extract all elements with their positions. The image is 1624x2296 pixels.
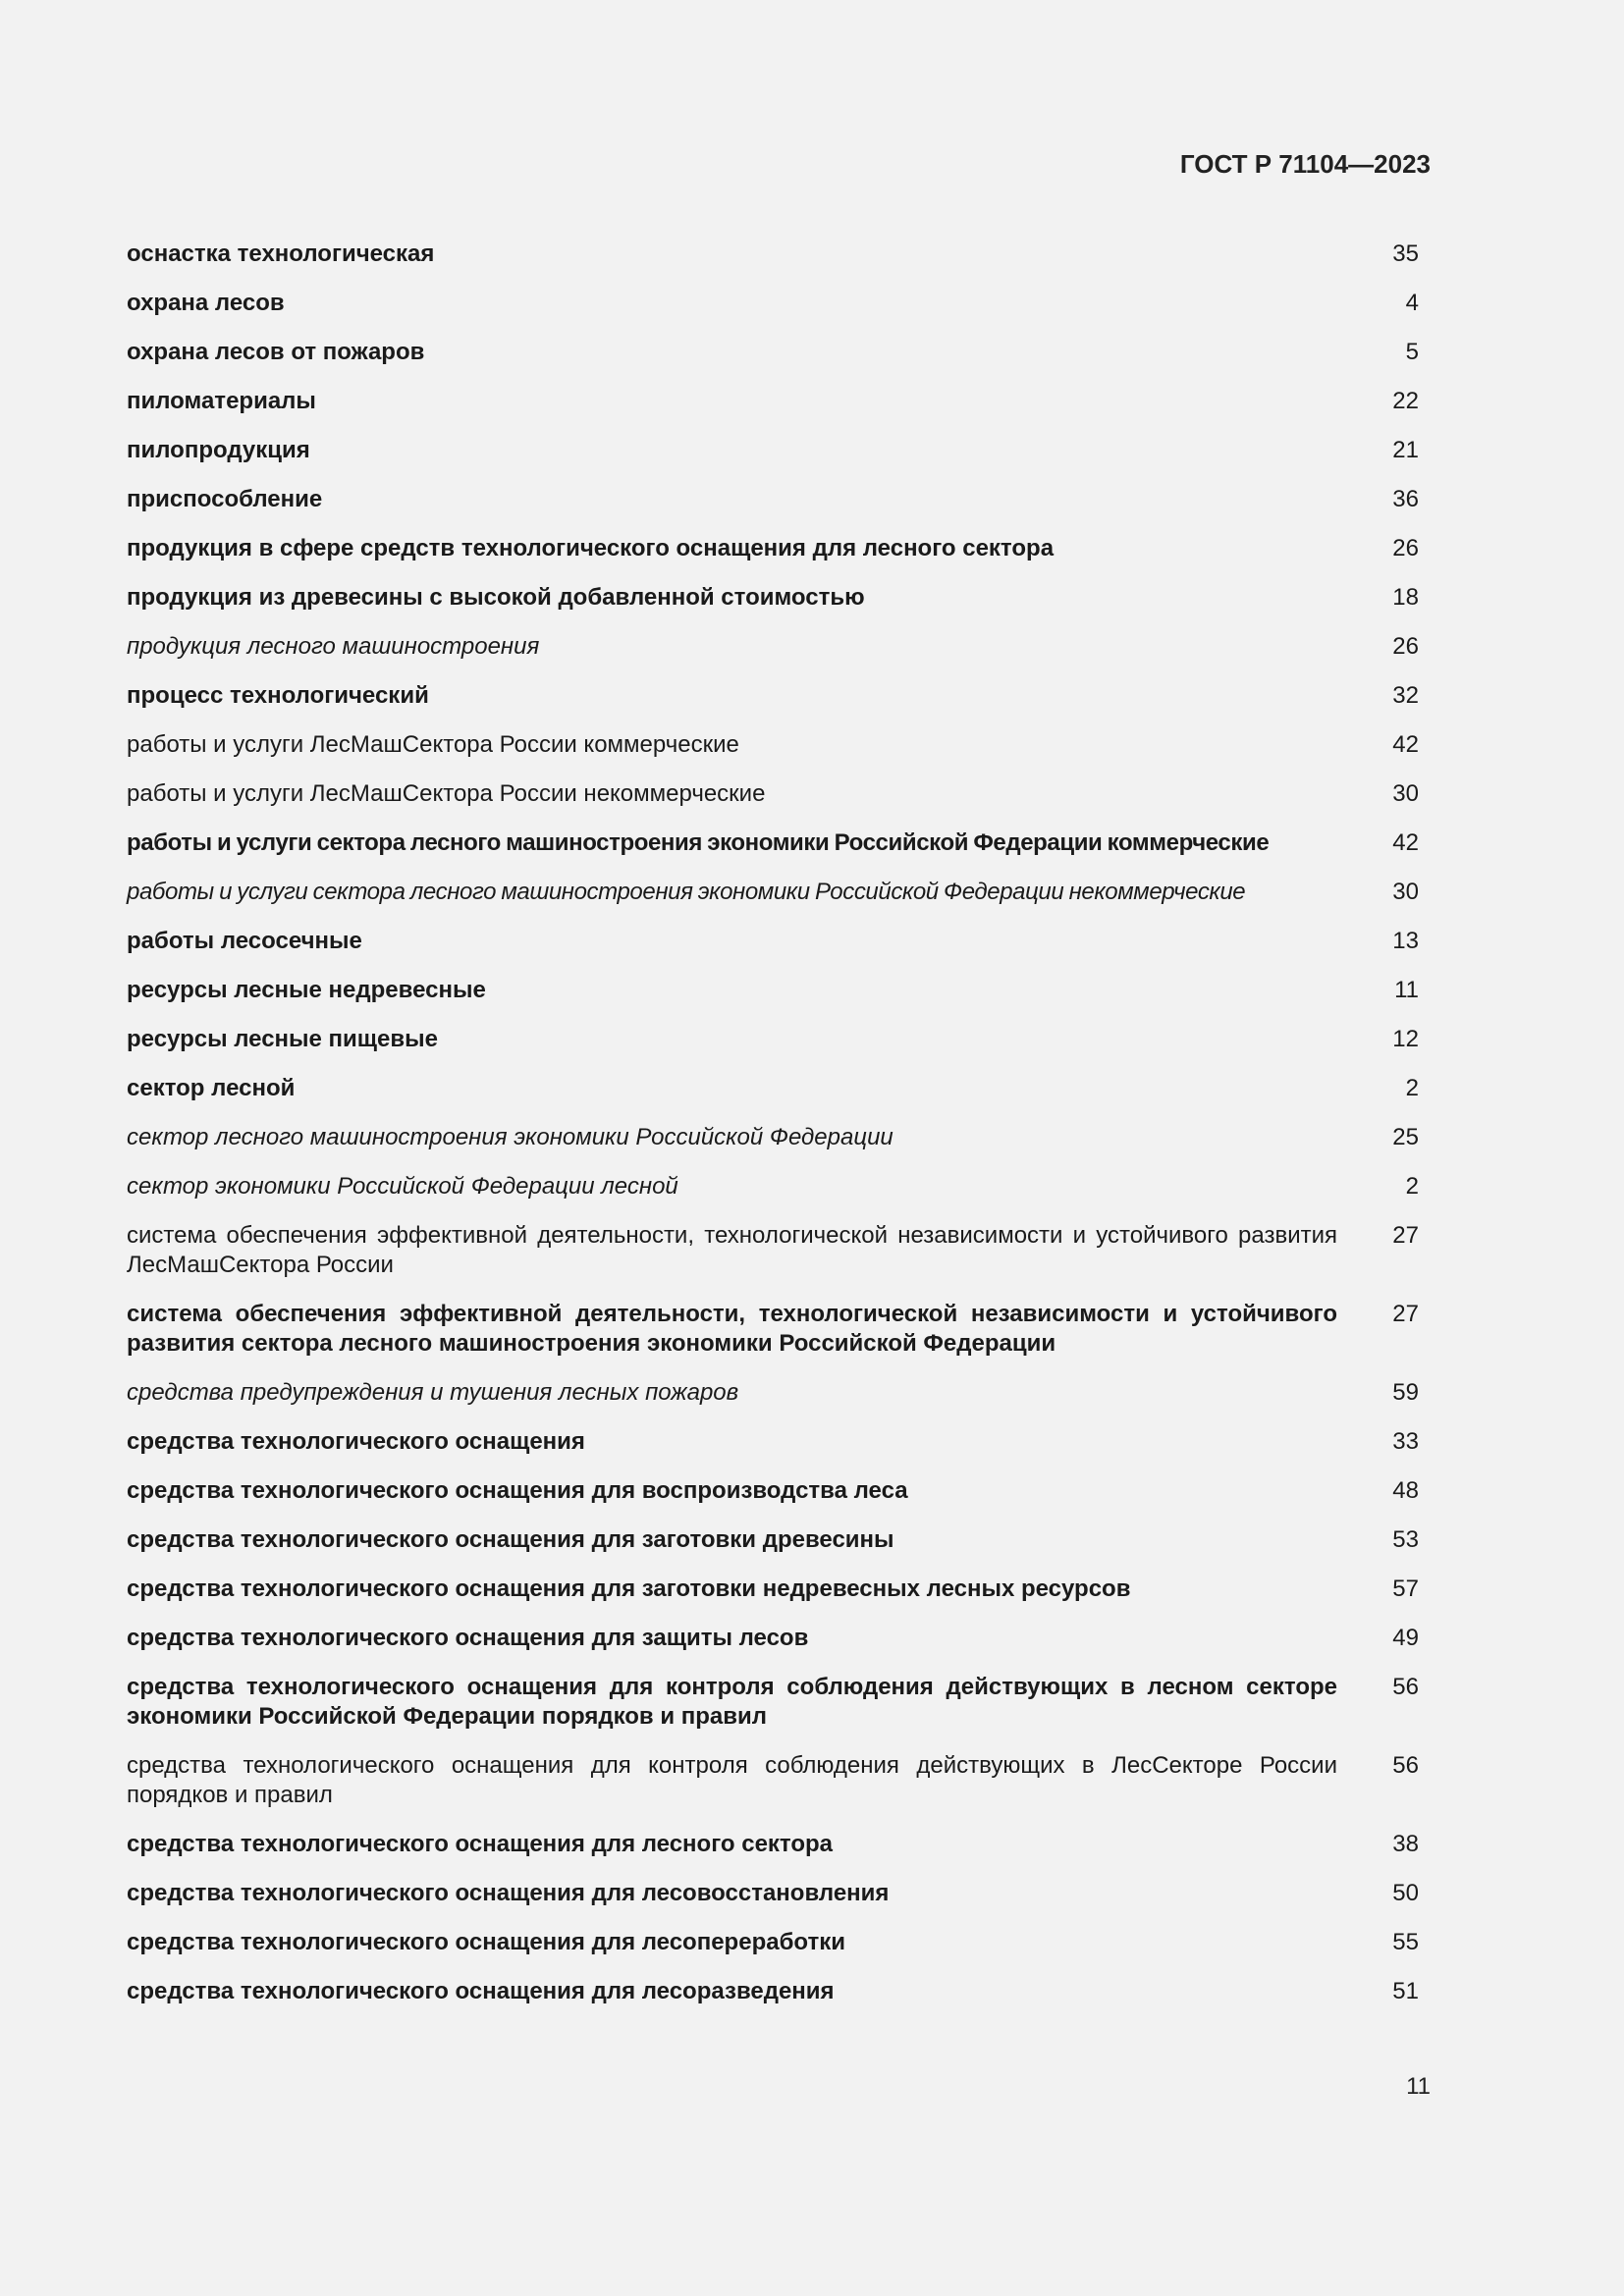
index-entry-page-ref: 36: [1392, 486, 1419, 512]
index-entry-page-ref: 42: [1392, 829, 1419, 856]
index-entry: [127, 1074, 1419, 1103]
index-entry-term: средства предупреждения и тушения лесных пожаров: [127, 1379, 739, 1406]
index-entry-term: охрана лесов от пожаров: [127, 339, 425, 365]
index-entry-term: средства технологического оснащения для лесного сектора: [127, 1831, 834, 1857]
index-entry: [127, 976, 1419, 1005]
index-entry-page-ref: 26: [1392, 535, 1419, 561]
index-entry-page-ref: 32: [1392, 682, 1419, 709]
index-entry: [127, 1123, 1419, 1152]
index-entry: [127, 1525, 1419, 1555]
index-entry-page-ref: 27: [1392, 1301, 1419, 1327]
index-entry-page-ref: 49: [1392, 1625, 1419, 1651]
index-entry: [127, 436, 1419, 465]
index-entry-page-ref: 56: [1392, 1752, 1419, 1779]
index-entry-term: пилопродукция: [127, 437, 310, 463]
index-entry-page-ref: 55: [1392, 1929, 1419, 1955]
index-entry-page-ref: 30: [1392, 879, 1419, 905]
index-entry-term: средства технологического оснащения для контроля соблюдения действующих в лесном секторе экономики Российской Федерации порядков и правил: [127, 1674, 1337, 1730]
index-entry-page-ref: 4: [1405, 290, 1419, 316]
index-entry: [127, 1221, 1419, 1280]
index-entry-page-ref: 21: [1392, 437, 1419, 463]
index-entry-term: сектор экономики Российской Федерации лесной: [127, 1173, 678, 1200]
index-entry-page-ref: 51: [1392, 1978, 1419, 2004]
index-entry-page-ref: 48: [1392, 1477, 1419, 1504]
index-entry-term: продукция в сфере средств технологического оснащения для лесного сектора: [127, 535, 1055, 561]
index-entry-term: продукция из древесины с высокой добавленной стоимостью: [127, 584, 865, 611]
index-entry-page-ref: 25: [1392, 1124, 1419, 1150]
index-entry: [127, 1476, 1419, 1506]
index-entry: [127, 240, 1419, 269]
index-entry-term: система обеспечения эффективной деятельности, технологической независимости и устойчивого развития ЛесМашСектора России: [127, 1222, 1337, 1278]
index-entry: [127, 828, 1419, 858]
index-entry: [127, 779, 1419, 809]
index-entry: [127, 927, 1419, 956]
index-entry-term: работы и услуги ЛесМашСектора России коммерческие: [127, 731, 739, 758]
index-entry-term: сектор лесного машиностроения экономики Российской Федерации: [127, 1124, 893, 1150]
index-entry-term: ресурсы лесные пищевые: [127, 1026, 439, 1052]
index-entry-page-ref: 53: [1392, 1526, 1419, 1553]
index-entry: [127, 1977, 1419, 2006]
index-entry: [127, 1928, 1419, 1957]
index-entry-page-ref: 38: [1392, 1831, 1419, 1857]
index-entry: [127, 1427, 1419, 1457]
index-entry: [127, 485, 1419, 514]
index-entry: [127, 1300, 1419, 1359]
index-entry-term: сектор лесной: [127, 1075, 296, 1101]
index-entry-term: система обеспечения эффективной деятельности, технологической независимости и устойчивого развития сектора лесного машиностроения экономики Российской Федерации: [127, 1301, 1337, 1357]
index-entry-term: средства технологического оснащения для лесоразведения: [127, 1978, 835, 2004]
index-entry-term: работы лесосечные: [127, 928, 362, 954]
index-entry-page-ref: 5: [1405, 339, 1419, 365]
index-entry-page-ref: 33: [1392, 1428, 1419, 1455]
index-entry-term: средства технологического оснащения для заготовки недревесных лесных ресурсов: [127, 1575, 1131, 1602]
index-entry-term: работы и услуги ЛесМашСектора России некоммерческие: [127, 780, 766, 807]
index-entry: [127, 1673, 1419, 1732]
index-entry-term: средства технологического оснащения для контроля соблюдения действующих в ЛесСекторе России порядков и правил: [127, 1752, 1337, 1808]
index-entry: [127, 583, 1419, 613]
index-entry: [127, 730, 1419, 760]
index-entry-page-ref: 2: [1405, 1173, 1419, 1200]
index-entry-term: охрана лесов: [127, 290, 285, 316]
index-entry-term: процесс технологический: [127, 682, 429, 709]
index-entry-term: продукция лесного машиностроения: [127, 633, 540, 660]
index-entry-page-ref: 11: [1394, 977, 1419, 1003]
index-entry: [127, 1879, 1419, 1908]
index-entry-term: пиломатериалы: [127, 388, 316, 414]
index-entry-term: средства технологического оснащения для воспроизводства леса: [127, 1477, 908, 1504]
index-entry-page-ref: 56: [1392, 1674, 1419, 1700]
index-entry-page-ref: 13: [1392, 928, 1419, 954]
index-entry: [127, 1830, 1419, 1859]
index-entry-page-ref: 42: [1392, 731, 1419, 758]
index-entry-page-ref: 18: [1392, 584, 1419, 611]
index-entry-page-ref: 26: [1392, 633, 1419, 660]
index-entry: [127, 1575, 1419, 1604]
index-entry: [127, 1751, 1419, 1810]
index-entry: [127, 534, 1419, 563]
page-number: 11: [1406, 2073, 1431, 2100]
index-entry-page-ref: 35: [1392, 240, 1419, 267]
document-code: ГОСТ Р 71104—2023: [1179, 149, 1431, 179]
index-entry-page-ref: 22: [1392, 388, 1419, 414]
index-entry: [127, 1378, 1419, 1408]
index-entry-term: работы и услуги сектора лесного машиностроения экономики Российской Федерации коммерческие: [127, 829, 1270, 856]
index-entry-page-ref: 57: [1392, 1575, 1419, 1602]
index-entry: [127, 681, 1419, 711]
index-entry-page-ref: 2: [1405, 1075, 1419, 1101]
index-entry-term: оснастка технологическая: [127, 240, 435, 267]
index-entry: [127, 632, 1419, 662]
index-entry-page-ref: 30: [1392, 780, 1419, 807]
index-entry-term: работы и услуги сектора лесного машиностроения экономики Российской Федерации некоммерческие: [127, 879, 1246, 905]
index-entry-term: средства технологического оснащения: [127, 1428, 585, 1455]
index-entry: [127, 1624, 1419, 1653]
index-entry-term: средства технологического оснащения для лесовосстановления: [127, 1880, 890, 1906]
index-entry: [127, 1172, 1419, 1201]
index-entry: [127, 338, 1419, 367]
index-entry-term: приспособление: [127, 486, 323, 512]
index-entry-term: ресурсы лесные недревесные: [127, 977, 486, 1003]
index-entry: [127, 387, 1419, 416]
index-entry-page-ref: 50: [1392, 1880, 1419, 1906]
index-entry-term: средства технологического оснащения для заготовки древесины: [127, 1526, 894, 1553]
index-entry-term: средства технологического оснащения для лесопереработки: [127, 1929, 845, 1955]
term-index-list: [127, 240, 1419, 2026]
index-entry-page-ref: 27: [1392, 1222, 1419, 1249]
index-entry: [127, 878, 1419, 907]
index-entry: [127, 289, 1419, 318]
index-entry-page-ref: 59: [1392, 1379, 1419, 1406]
index-entry-term: средства технологического оснащения для защиты лесов: [127, 1625, 809, 1651]
index-entry: [127, 1025, 1419, 1054]
index-entry-page-ref: 12: [1392, 1026, 1419, 1052]
